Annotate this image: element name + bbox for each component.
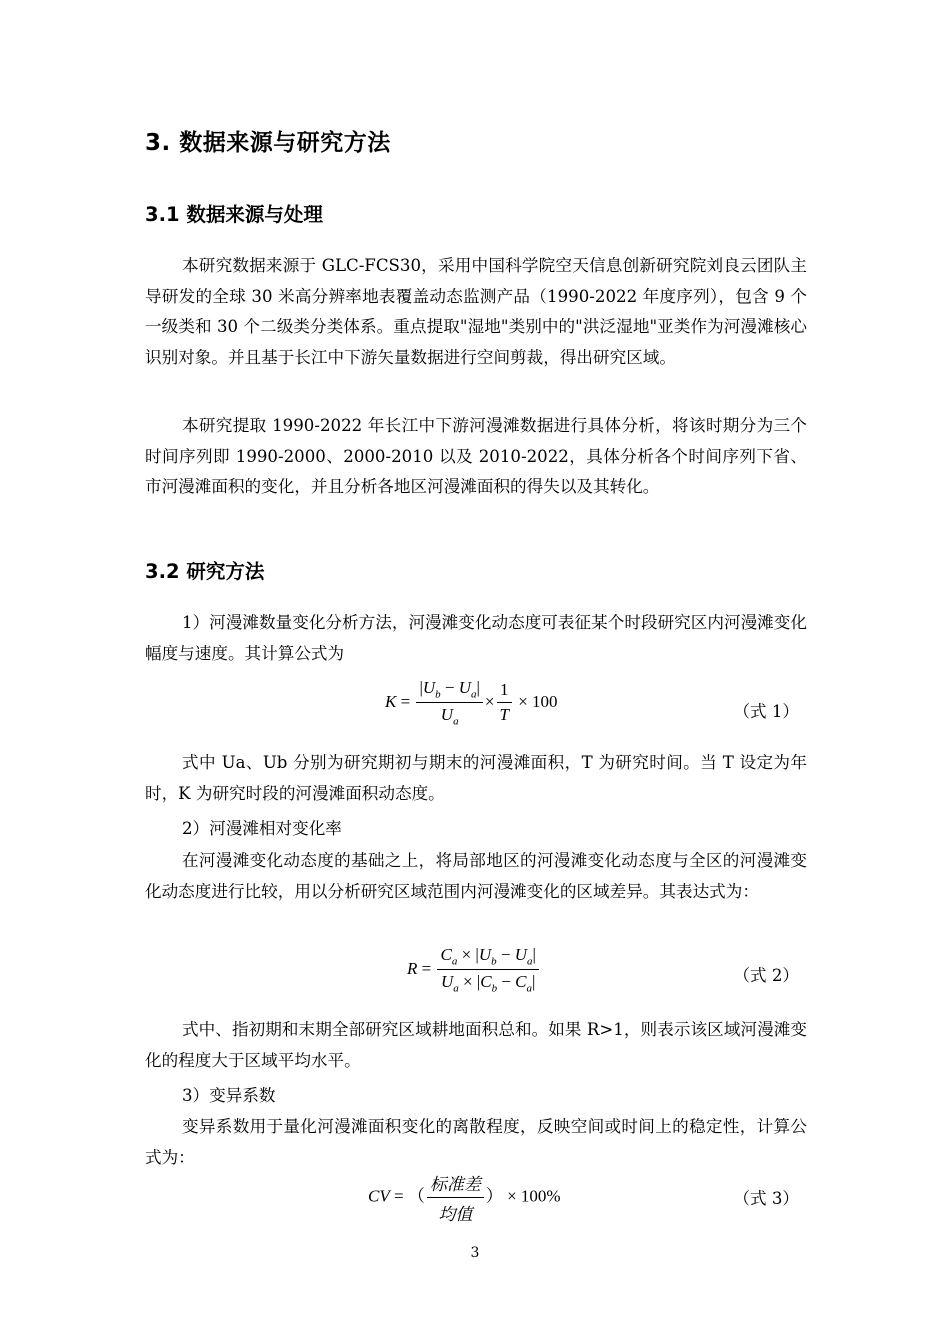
paragraph-method-2: 在河漫滩变化动态度的基础之上，将局部地区的河漫滩变化动态度与全区的河漫滩变化动态度进行比较，用以分析研究区域范围内河漫滩变化的区域差异。其表达式为：	[145, 851, 807, 901]
subsection-heading-3-2: 3.2 研究方法	[145, 560, 265, 583]
item-coefficient-of-variation: 3）变异系数	[182, 1086, 276, 1105]
equation-3-label: （式 3）	[733, 1189, 799, 1208]
equation-2-label: （式 2）	[733, 966, 799, 985]
equation-3-denominator: 均值	[438, 1205, 473, 1224]
equation-2	[145, 945, 807, 1005]
equation-3-formula: CV = （ $\frac{\text{标准差}}{\text{均值}}$ ） × 100%	[368, 1170, 561, 1225]
equation-1-formula: K = $\frac{|U_b - U_a|}{U_a}$ × $\frac{1}{T}$ × 100	[385, 678, 558, 728]
paragraph-method-1: 1）河漫滩数量变化分析方法，河漫滩变化动态度可表征某个时段研究区内河漫滩变化幅度与速度。其计算公式为	[145, 613, 807, 663]
paragraph-method-3: 变异系数用于量化河漫滩面积变化的离散程度，反映空间或时间上的稳定性，计算公式为：	[145, 1117, 807, 1167]
paragraph-data-source: 本研究数据来源于 GLC-FCS30，采用中国科学院空天信息创新研究院刘良云团队主导研发的全球 30 米高分辨率地表覆盖动态监测产品（1990-2022 年度序列），包含 9 个一级类和 30 个二级类分类体系。重点提取"湿地"类别中的"洪泛湿地"亚类作为河漫滩核心识别对象。并且基于长江中下游矢量数据进行空间剪裁，得出研究区域。	[145, 256, 807, 367]
equation-1	[145, 678, 807, 738]
equation-1-label: （式 1）	[733, 702, 799, 721]
paragraph-eq1-explanation: 式中 Ua、Ub 分别为研究期初与期末的河漫滩面积，T 为研究时间。当 T 设定为年时，K 为研究时段的河漫滩面积动态度。	[145, 753, 807, 803]
item-relative-change-rate: 2）河漫滩相对变化率	[182, 819, 342, 838]
page-number: 3	[470, 1245, 480, 1261]
equation-3-numerator: 标准差	[427, 1170, 484, 1198]
equation-2-formula: R = $\frac{C_a \times |U_b - U_a|}{U_a \times |C_b - C_a|}$	[407, 945, 541, 995]
subsection-heading-3-1: 3.1 数据来源与处理	[145, 203, 323, 226]
paragraph-eq2-explanation: 式中、指初期和末期全部研究区域耕地面积总和。如果 R>1，则表示该区域河漫滩变化的程度大于区域平均水平。	[145, 1020, 807, 1070]
section-heading-3: 3. 数据来源与研究方法	[145, 130, 391, 156]
equation-3	[145, 1170, 807, 1230]
paragraph-study-period: 本研究提取 1990-2022 年长江中下游河漫滩数据进行具体分析，将该时期分为三个时间序列即 1990-2000、2000-2010 以及 2010-2022，具体分析各个时间序列下省、市河漫滩面积的变化，并且分析各地区河漫滩面积的得失以及其转化。	[145, 416, 807, 496]
